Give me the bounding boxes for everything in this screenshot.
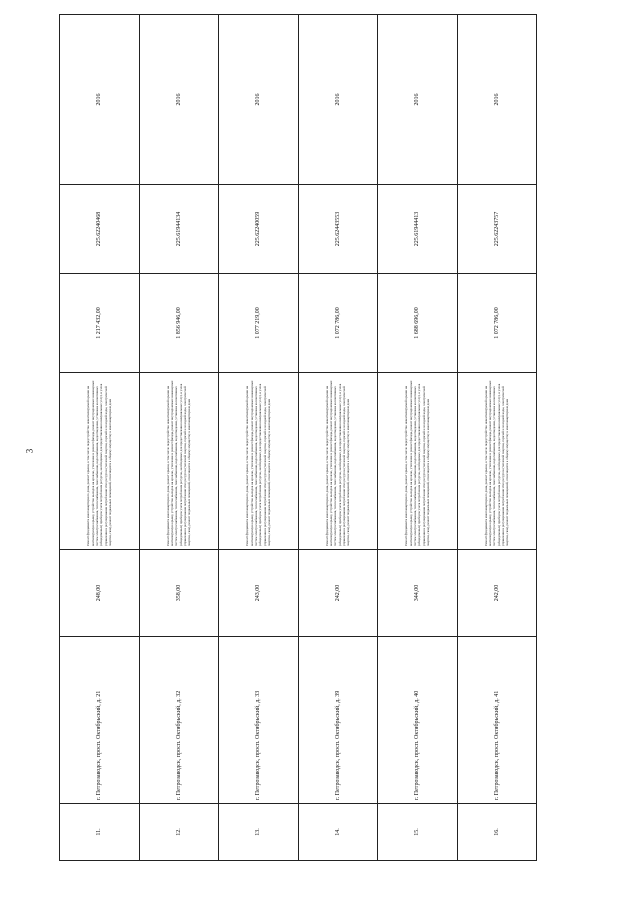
code-cell: 225.61944413 [378,185,458,274]
works-description-cell: Ремонт фундамента многоквартирного дома, ремонт крыши, в том числе переустройство невентилируемой крыши на вентилируемую крышу, устройство выходов на кровлю, утепление и ремонт фасада, ремонт внутридомовых инженерных систем электроснабжения, теплоснабжения, газоснабжения, водоснабжения, водоотведения, установка коллективных (общедомовых) приборов учета потребления ресурсов, необходимых для предоставления коммунальных услуг, и узлов управления и регулирования потребления этих ресурсов (тепловой энергии, горячей и холодной воды, электрической энергии, газа), ремонт подвальных помещений, относящихся к общему имуществу в многоквартирном доме [457,373,537,550]
address-cell: г. Петрозаводск, просп. Октябрьский, д. 33 [219,637,299,804]
works-description-cell: Ремонт фундамента многоквартирного дома, ремонт крыши, в том числе переустройство невентилируемой крыши на вентилируемую крышу, устройство выходов на кровлю, утепление и ремонт фасада, ремонт внутридомовых инженерных систем электроснабжения, теплоснабжения, газоснабжения, водоснабжения, водоотведения, установка коллективных (общедомовых) приборов учета потребления ресурсов, необходимых для предоставления коммунальных услуг, и узлов управления и регулирования потребления этих ресурсов (тепловой энергии, горячей и холодной воды, электрической энергии, газа), ремонт подвальных помещений, относящихся к общему имуществу в многоквартирном доме [298,373,378,550]
area-cell: 242,00 [298,550,378,637]
cost-cell: 1 688 696,00 [378,274,458,373]
table-row [139,15,219,861]
area-cell: 344,00 [378,550,458,637]
year-cell: 2016 [378,15,458,185]
row-number: 11. [60,804,140,861]
works-description-cell: Ремонт фундамента многоквартирного дома, ремонт крыши, в том числе переустройство невентилируемой крыши на вентилируемую крышу, устройство выходов на кровлю, утепление и ремонт фасада, ремонт внутридомовых инженерных систем электроснабжения, теплоснабжения, газоснабжения, водоснабжения, водоотведения, установка коллективных (общедомовых) приборов учета потребления ресурсов, необходимых для предоставления коммунальных услуг, и узлов управления и регулирования потребления этих ресурсов (тепловой энергии, горячей и холодной воды, электрической энергии, газа), ремонт подвальных помещений, относящихся к общему имуществу в многоквартирном доме [378,373,458,550]
table-row [60,15,140,861]
code-cell: 225.62243757 [457,185,537,274]
row-number: 15. [378,804,458,861]
table-row [378,15,458,861]
area-cell: 243,00 [219,550,299,637]
code-cell: 225.62240468 [60,185,140,274]
cost-cell: 1 072 786,00 [457,274,537,373]
repair-program-table [59,14,537,861]
code-cell: 225.61944134 [139,185,219,274]
area-cell: 248,00 [60,550,140,637]
year-cell: 2016 [219,15,299,185]
cost-cell: 1 856 946,00 [139,274,219,373]
year-cell: 2016 [457,15,537,185]
address-cell: г. Петрозаводск, просп. Октябрьский, д. 32 [139,637,219,804]
area-cell: 242,00 [457,550,537,637]
works-description-cell: Ремонт фундамента многоквартирного дома, ремонт крыши, в том числе переустройство невентилируемой крыши на вентилируемую крышу, устройство выходов на кровлю, утепление и ремонт фасада, ремонт внутридомовых инженерных систем электроснабжения, теплоснабжения, газоснабжения, водоснабжения, водоотведения, установка коллективных (общедомовых) приборов учета потребления ресурсов, необходимых для предоставления коммунальных услуг, и узлов управления и регулирования потребления этих ресурсов (тепловой энергии, горячей и холодной воды, электрической энергии, газа), ремонт подвальных помещений, относящихся к общему имуществу в многоквартирном доме [219,373,299,550]
year-cell: 2016 [60,15,140,185]
year-cell: 2016 [298,15,378,185]
cost-cell: 1 217 432,00 [60,274,140,373]
row-number: 14. [298,804,378,861]
code-cell: 225.62240059 [219,185,299,274]
address-cell: г. Петрозаводск, просп. Октябрьский, д. 41 [457,637,537,804]
area-cell: 358,00 [139,550,219,637]
cost-cell: 1 072 786,00 [298,274,378,373]
row-number: 16. [457,804,537,861]
table-row [219,15,299,861]
table-row [457,15,537,861]
row-number: 13. [219,804,299,861]
code-cell: 225.62443553 [298,185,378,274]
works-description-cell: Ремонт фундамента многоквартирного дома, ремонт крыши, в том числе переустройство невентилируемой крыши на вентилируемую крышу, устройство выходов на кровлю, утепление и ремонт фасада, ремонт внутридомовых инженерных систем электроснабжения, теплоснабжения, газоснабжения, водоснабжения, водоотведения, установка коллективных (общедомовых) приборов учета потребления ресурсов, необходимых для предоставления коммунальных услуг, и узлов управления и регулирования потребления этих ресурсов (тепловой энергии, горячей и холодной воды, электрической энергии, газа), ремонт подвальных помещений, относящихся к общему имуществу в многоквартирном доме [60,373,140,550]
table-row [298,15,378,861]
cost-cell: 1 077 219,00 [219,274,299,373]
works-description-cell: Ремонт фундамента многоквартирного дома, ремонт крыши, в том числе переустройство невентилируемой крыши на вентилируемую крышу, устройство выходов на кровлю, утепление и ремонт фасада, ремонт внутридомовых инженерных систем электроснабжения, теплоснабжения, газоснабжения, водоснабжения, водоотведения, установка коллективных (общедомовых) приборов учета потребления ресурсов, необходимых для предоставления коммунальных услуг, и узлов управления и регулирования потребления этих ресурсов (тепловой энергии, горячей и холодной воды, электрической энергии, газа), ремонт подвальных помещений, относящихся к общему имуществу в многоквартирном доме [139,373,219,550]
page-number: 3 [24,448,35,454]
rotated-table-wrapper [59,64,537,861]
address-cell: г. Петрозаводск, просп. Октябрьский, д. 40 [378,637,458,804]
year-cell: 2016 [139,15,219,185]
row-number: 12. [139,804,219,861]
address-cell: г. Петрозаводск, просп. Октябрьский, д. 39 [298,637,378,804]
address-cell: г. Петрозаводск, просп. Октябрьский, д. 21 [60,637,140,804]
